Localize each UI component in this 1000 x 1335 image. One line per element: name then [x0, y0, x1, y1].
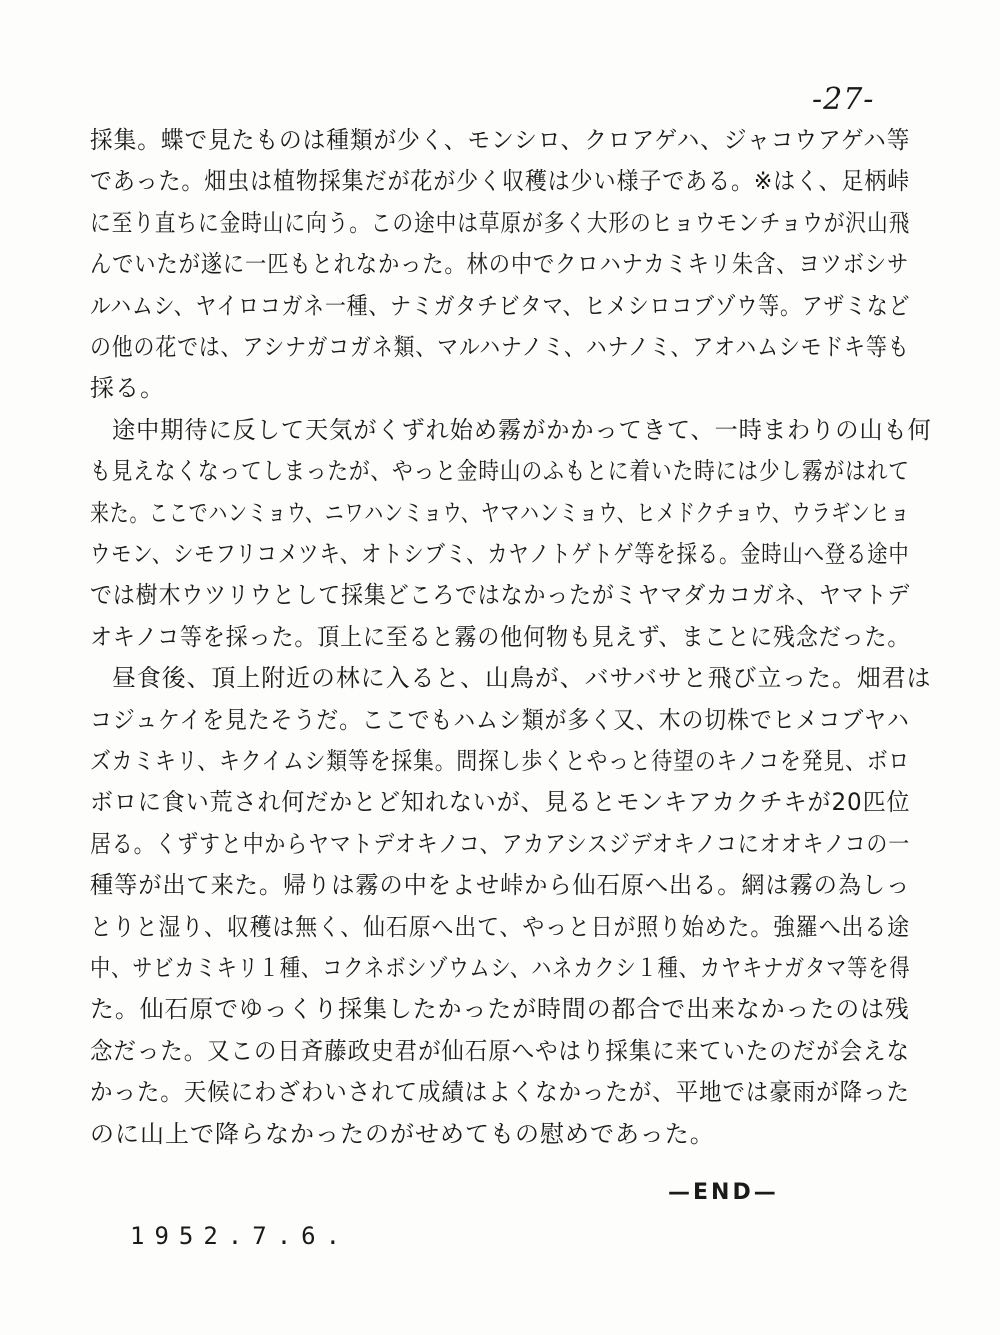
text-line: 昼食後、頂上附近の林に入ると、山鳥が、バサバサと飛び立った。畑君は	[112, 664, 932, 693]
text-line: ズカミキリ、キクイムシ類等を採集。問探し歩くとやっと待望のキノコを発見、ボロ	[90, 747, 911, 775]
text-line: 途中期待に反して天気がくずれ始め霧がかかってきて、一時まわりの山も何	[112, 415, 932, 444]
text-line: 種等が出て来た。帰りは霧の中をよせ峠から仙石原へ出る。網は霧の為しっ	[90, 871, 911, 900]
text-line: オキノコ等を採った。頂上に至ると霧の他何物も見えず、まことに残念だった。	[90, 622, 911, 651]
date: 1952.7.6.	[130, 1222, 351, 1250]
text-line: 来た。ここでハンミョウ、ニワハンミョウ、ヤマハンミョウ、ヒメドクチョウ、ウラギンヒョ	[90, 498, 910, 527]
text-line: 念だった。又この日斉藤政史君が仙石原へやはり採集に来ていたのだが会えな	[90, 1036, 910, 1065]
end-mark: —END—	[668, 1180, 779, 1205]
text-line: では樹木ウツリウとして採集どころではなかったがミヤマダカコガネ、ヤマトデ	[90, 581, 911, 610]
text-line: のに山上で降らなかったのがせめてもの慰めであった。	[90, 1119, 715, 1148]
text-line: かった。天候にわざわいされて成績はよくなかったが、平地では豪雨が降った	[90, 1078, 910, 1107]
text-line: ウモン、シモフリコメツキ、オトシブミ、カヤノトゲトゲ等を採る。金時山へ登る途中	[90, 540, 910, 568]
text-line: ルハムシ、ヤイロコガネ一種、ナミガタチビタマ、ヒメシロコブゾウ等。アザミなど	[90, 291, 911, 320]
text-line: 中、サビカミキリ１種、コクネボシゾウムシ、ハネカクシ１種、カヤキナガタマ等を得	[90, 954, 911, 982]
text-line: た。仙石原でゆっくり採集したかったが時間の都合で出来なかったのは残	[90, 995, 910, 1024]
text-line: 採る。	[90, 374, 165, 403]
text-line: も見えなくなってしまったが、やっと金時山のふもとに着いた時には少し霧がはれて	[90, 457, 910, 486]
text-line: 居る。くずすと中からヤマトデオキノコ、アカアシスジデオキノコにオオキノコの一	[90, 829, 911, 858]
text-line: に至り直ちに金時山に向う。この途中は草原が多く大形のヒョウモンチョウが沢山飛	[90, 208, 911, 237]
text-line: コジュケイを見たそうだ。ここでもハムシ類が多く又、木の切株でヒメコブヤハ	[90, 705, 910, 734]
text-line: とりと湿り、収穫は無く、仙石原へ出て、やっと日が照り始めた。強羅へ出る途	[90, 912, 910, 941]
page-number: -27-	[812, 82, 875, 117]
text-line: 採集。蝶で見たものは種類が少く、モンシロ、クロアゲハ、ジャコウアゲハ等	[90, 126, 911, 154]
text-line: ボロに食い荒され何だかとど知れないが、見るとモンキアカクチキが20匹位	[90, 788, 911, 817]
text-line: んでいたが遂に一匹もとれなかった。林の中でクロハナカミキリ朱含、ヨツボシサ	[90, 250, 910, 279]
text-line: であった。畑虫は植物採集だが花が少く収穫は少い様子である。※はく、足柄峠	[90, 167, 911, 196]
text-line: の他の花では、アシナガコガネ類、マルハナノミ、ハナノミ、アオハムシモドキ等も	[90, 333, 910, 361]
